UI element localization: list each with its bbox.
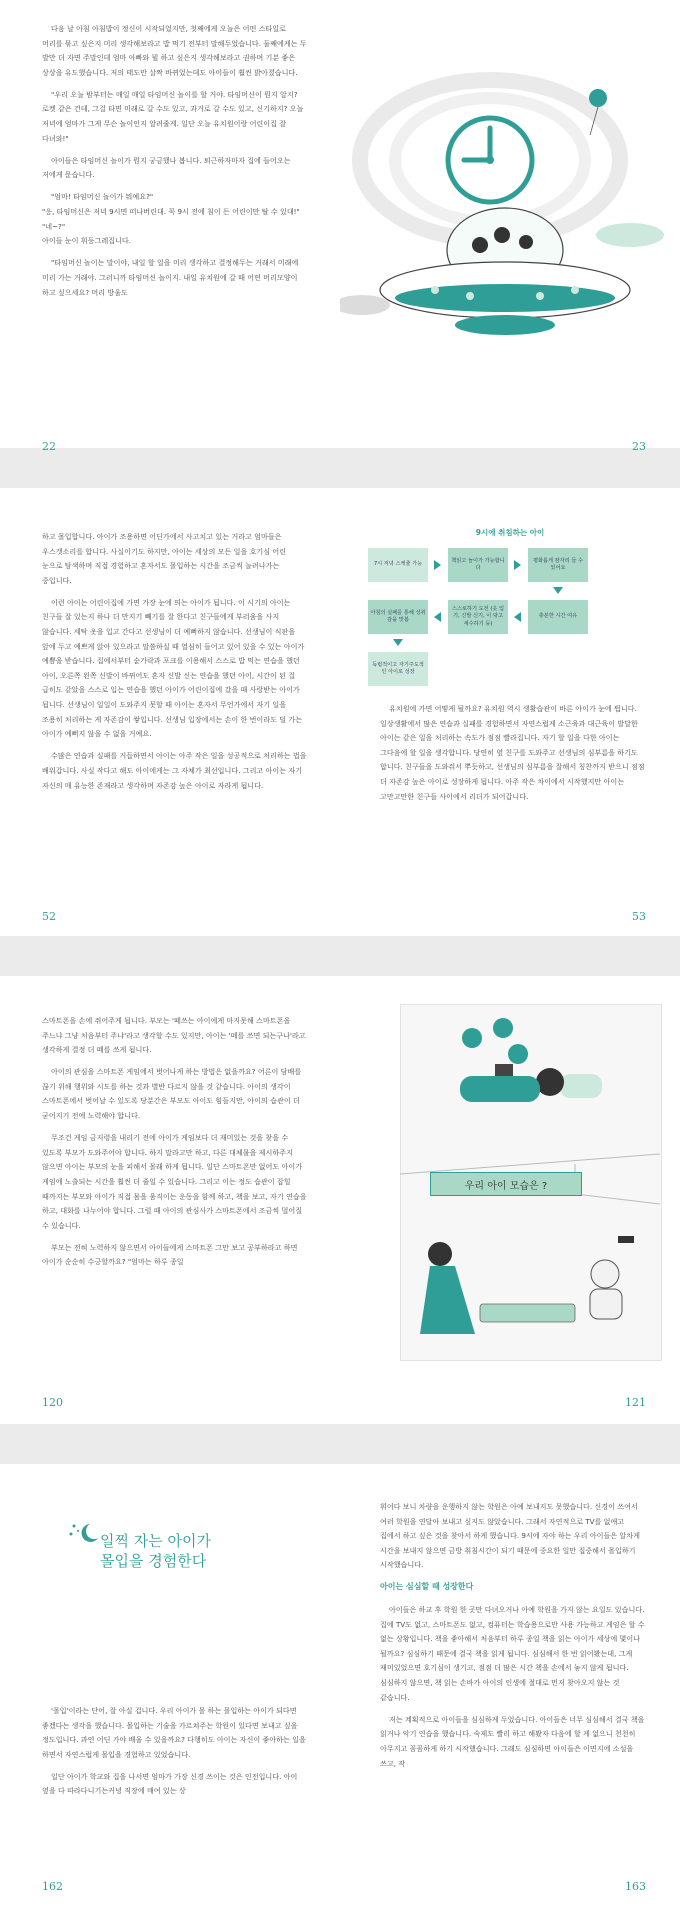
sign-text: 우리 아이 모습은 ? (464, 1180, 548, 1192)
child-icon (519, 235, 533, 249)
arrow-right-icon (434, 560, 441, 570)
body-text (42, 530, 307, 801)
phone-icon (618, 1236, 634, 1243)
spread-4 (0, 1464, 680, 1910)
flow-box: 7시 저녁 스케쥴 가능 (368, 548, 428, 582)
cloud-icon (596, 223, 664, 247)
ufo-base (455, 315, 555, 335)
music-note-icon (462, 1028, 482, 1048)
cloud-icon (340, 295, 390, 315)
page-163 (340, 1464, 680, 1910)
paragraph: "우리 오늘 밤부터는 매일 매일 타임머신 놀이를 할 거야. 타임머신이 뭔지 알지? 로켓 같은 건데, 그걸 타면 미래로 갈 수도 있고, 과거로 갈 수도 있고, 신기하지? 오늘 저녁에 엄마가 그게 무슨 놀이인지 알려줄게. 일단 오늘 유치원이랑 어린이집 잘 다녀와!" (42, 89, 304, 143)
flow-box: 스스로하기 도전 (옷 입기, 신발 신기, 이 닦고 세수하기 등) (448, 600, 508, 634)
flow-box: 책읽고 놀이가 가능합니다 (448, 548, 508, 582)
flow-box: 평화롭게 잠자리 들 수 있어요 (528, 548, 588, 582)
music-note-icon (508, 1044, 528, 1064)
floor-mat (480, 1304, 575, 1322)
page-number: 121 (625, 1396, 646, 1409)
spread-1 (0, 0, 680, 453)
paragraph: 수많은 연습과 실패를 거듭하면서 아이는 아주 작은 일을 성공적으로 처리하는 법을 배워갑니다. 사실 작다고 해도 아이에게는 그 자체가 최선입니다. 그리고 아이는 자기 자신의 매 유능한 존재라고 생각하며 자존감 높은 아이로 자라게 됩니다. (42, 751, 307, 790)
flow-box: 아침의 실패를 통해 성취감을 맛봄 (368, 600, 428, 634)
section-subheading: 아이는 심심할 때 성장한다 (380, 1582, 474, 1592)
body-text (380, 702, 645, 812)
arrow-down-icon (393, 639, 403, 646)
chapter-title (100, 1531, 211, 1571)
page-121 (340, 976, 680, 1424)
paragraph: 다음 날 아침 아침밥이 정신이 시작되었지만, 첫째에게 오늘은 어떤 스타일로 머리를 묶고 싶은지 미리 생각해보라고 밥 먹기 전부터 말해두었습니다. 둘째에게는 두 발만 더 자면 주말인데 엄마 아빠와 뭘 하고 싶은지 생각해보라고 권하며 기분 좋은 상상을 유도했습니다. 저의 태도만 살짝 바뀌었는데도 아이들이 훨씬 밝아졌습니다. (42, 24, 307, 77)
spread-3 (0, 976, 680, 1424)
child-head (536, 1068, 564, 1096)
paragraph: '몰입'이라는 단어, 잘 아실 겁니다. 우리 아이가 몰 하는 몰입하는 아이가 되다면 좋겠다는 생각을 했습니다. 몰입하는 기술을 가르쳐주는 학원이 있다면 보내고 싶을 정도입니다. 과연 어딘 가야 배울 수 있을까요? 다행히도 아이는 자신이 좋아하는 일을 하면서 자연스럽게 몰입을 경험하고 있었습니다. (42, 1706, 306, 1759)
page-number: 22 (42, 440, 56, 453)
music-note-icon (493, 1018, 513, 1038)
paragraph: 저는 계획적으로 아이들을 심심하게 두었습니다. 아이들은 너무 심심해서 결국 책을 읽거나 악기 연습을 했습니다. 숙제도 빨리 하고 해봤자 다음에 할 게 없으니 천천히 아무지고 꼼꼼하게 하기 시작했습니다. 그래도 심심하면 아이들은 이면지에 소설을 쓰고, 작 (380, 1714, 645, 1768)
page-162 (0, 1464, 340, 1910)
baby-body (590, 1289, 622, 1319)
paragraph: 일단 아이가 학교와 집을 나서면 엄마가 가장 신경 쓰이는 것은 인전입니다. 아이 옆을 다 따라다니기는커녕 직장에 매여 있는 상 (42, 1771, 298, 1796)
paragraph: "타임머신 놀이는 말이야, 내일 할 일을 미리 생각하고 결정해두는 거래서 미래에 미리 가는 거래야. 그러니까 타임머신 놀이지. 내일 유치원에 갈 때 어떤 머리모양이 하고 싶으세요? 머리 방울도 (42, 258, 299, 297)
time-machine-illustration (340, 40, 680, 370)
flow-box: 충분한 시간 여유 (528, 600, 588, 634)
paragraph: 아이들은 타임머신 놀이가 뭔지 궁금했나 봅니다. 퇴근하자마자 집에 들어오는 저에게 묻습니다. (42, 155, 291, 180)
body-text (42, 22, 307, 308)
body-text (42, 1014, 307, 1278)
paragraph: 휘어다 보니 차량을 운행하지 않는 학원은 아예 보내지도 못했습니다. 신경이 쓰여서 여러 학원을 연달아 보내고 싶지도 않았습니다. 그래서 자연적으로 TV를 없애고 집에서 하고 싶은 것을 찾아서 하게 했습니다. 9시에 자야 하는 우리 아이들은 알차게 시간을 보내지 않으면 금방 취침시간이 되기 때문에 중요한 일만 집중해서 몰입하기 시작했습니다. (380, 1502, 640, 1570)
mother-body (420, 1266, 475, 1334)
flow-box: 독립적이고 자기주도적인 아이로 성장 (368, 652, 428, 686)
balloon-icon (589, 89, 607, 107)
page-23 (340, 0, 680, 453)
parent-icon (494, 227, 510, 243)
page-120 (0, 976, 340, 1424)
page-53 (340, 488, 680, 936)
page-number: 52 (42, 910, 56, 923)
moon-icon (68, 1522, 102, 1546)
paragraph: "엄마! 타임머신 놀이가 뭐예요?" "응, 타임머신은 저녁 9시면 떠나버린대. 꼭 9시 전에 침이 든 어린이만 탈 수 있대!" "네~?" 아이들 눈이 휘둥그레집니다. (42, 192, 300, 246)
paragraph: 스마트폰을 손에 쥐어주게 됩니다. 부모는 '떼쓰는 아이에게 마지못해 스마트폰을 주느냐 그냥 처음부터 주냐'라고 생각할 수도 있지만, 아이는 '떼를 쓰면 되는구나'라고 생각하게 결정 더 떼를 쓰게 됩니다. (42, 1016, 306, 1055)
paragraph: 이런 아이는 어린이집에 가면 가장 눈에 띄는 아이가 됩니다. 이 시기의 아이는 친구들 잘 있는지 하나 더 만지기 빼기를 잘 한다고 친구들에게 부러움을 사지 않습니다. 세탁 옷을 입고 간다고 선생님이 더 예뻐하지 않습니다. 선생님이 식판을 앞에 두고 예쁘게 앉아 있으라고 말씀하실 때 열심히 들어고 있어 있을 수 있는 아이가 예쁨을 받습니다. 집에서부터 숟가락과 포크를 이용해서 스스로 밥 먹는 연습을 했던 아이, 오른쪽 왼쪽 신발이 바뀌어도 혼자 신발 신는 연습을 했던 아이, 시간이 된 걸 급히도 같았을 스스로 입는 연습을 했던 아이가 어린이집에 갔을 때 사랑받는 아이가 됩니다. 선생님이 일일이 도와주지 못할 때 아이는 혼자서 무언가에서 자기 일을 조용히 처리하는 게 자존감이 쌓입니다. 선생님 입장에서는 손이 한 번이라도 덜 가는 아이가 예뻐지 않을 수 없을 거예요. (42, 597, 305, 739)
body-text (380, 1500, 645, 1779)
paragraph: 아이들은 하교 후 학원 한 곳만 다녀오거나 아예 학원을 가지 않는 요일도 있습니다. 집에 TV도 없고, 스마트폰도 없고, 컴퓨터는 학습용으로만 사용 가능하고 게임은 할 수 없는 상황입니다. 책을 좋아해서 처음부터 하루 종일 책을 읽는 아이가 세상에 몇이나 될까요? 심심하기 때문에 결국 책을 읽게 됩니다. 심심해서 한 번 읽어봤는데, 그게 재미있었으면 호기심이 생기고, 점점 더 많은 시간 책을 손에서 놓지 않게 됩니다. 심심하지 않으면, 책 읽는 손바가 아이의 인생에 절대로 먼저 찾아오지 않는 것 같습니다. (380, 1605, 645, 1702)
page-number: 53 (632, 910, 646, 923)
paragraph: 아이의 관심을 스마트폰 게임에서 벗어나게 하는 방법은 없을까요? 어른이 담배를 끊기 위해 행위와 시도를 하는 것과 별반 다르지 않을 것 같습니다. 아이의 생각이 스마트폰에서 벗어날 수 있도록 당분간은 부모도 아이도 힘들지만, 아이의 습관이 더 굳어지기 전에 노력해야 합니다. (42, 1067, 302, 1121)
child-icon (472, 237, 488, 253)
spread-2 (0, 488, 680, 936)
page-number: 23 (632, 440, 646, 453)
paragraph: 무조건 게임 금지령을 내리기 전에 아이가 게임보다 더 재미있는 것을 찾을 수 있도록 부모가 도와주어야 합니다. 하지 말라고만 하고, 다른 대체물을 제시하주지 않으면 아이는 부모의 눈을 피해서 몰래 하게 됩니다. 일단 스마트폰만 없어도 아이가 게임에 노출되는 시간을 훨씬 더 줄일 수 있습니다. 그리고 이는 정도 습관이 잡힐 때까지는 부모와 아이가 직접 몸을 움직이는 운동을 함께 하고, 책을 보고, 자기 연습을 하고, 대화를 나누어야 합니다. 그럴 때 아이의 관심사가 스마트폰에서 조금씩 멀어질 수 있습니다. (42, 1133, 307, 1230)
chapter-title-line: 몰입을 경험한다 (100, 1552, 207, 1570)
paragraph: 하고 몰입합니다. 아이가 조용하면 어딘가에서 사고치고 있는 거라고 엄마들은 우스갯소리를 합니다. 사실이기도 하지만, 아이는 세상의 모든 일을 호기심 어린 눈으로 탐색하며 직접 경험하고 혼자서도 몰입하는 시간을 조금씩 늘려나가는 중입니다. (42, 532, 287, 585)
page-22 (0, 0, 340, 453)
chapter-title-line: 일찍 자는 아이가 (100, 1532, 211, 1550)
page-number: 162 (42, 1880, 63, 1893)
pillow (560, 1074, 602, 1098)
mother-head (428, 1242, 452, 1266)
arrow-left-icon (514, 612, 521, 622)
flowchart-title: 9시에 취침하는 아이 (475, 528, 545, 537)
page-number: 120 (42, 1396, 63, 1409)
arrow-right-icon (514, 560, 521, 570)
page-number: 163 (625, 1880, 646, 1893)
arrow-left-icon (434, 612, 441, 622)
baby-head (591, 1260, 619, 1288)
sign-banner (430, 1172, 582, 1196)
body-text (42, 1704, 307, 1807)
page-52 (0, 488, 340, 936)
child-body (460, 1076, 540, 1102)
arrow-down-icon (553, 587, 563, 594)
paragraph: 부모는 전혀 노력하지 않으면서 아이들에게 스마트폰 그만 보고 공부하라고 하면 아이가 순순히 수긍할까요? "엄마는 하루 종일 (42, 1242, 298, 1267)
paragraph: 유치원에 가면 어떻게 될까요? 유치원 역시 생활습관이 바른 아이가 눈에 띕니다. 일상생활에서 많은 연습과 실패를 경험하면서 자연스럽게 소근육과 대근육이 발달한 아이는 같은 일을 처리하는 속도가 점점 빨라집니다. 자기 할 일을 다한 아이는 그다음에 할 일을 생각합니다. 당연히 옆 친구를 도와주고 선생님의 심부름을 하기도 합니다. 친구들을 도와줘서 뿌듯하고, 선생님의 심부름을 잘해서 칭찬까지 받으니 점점 더 자존감 높은 아이로 성장하게 됩니다. 아주 작은 차이에서 시작했지만 아이는 고만고만한 친구들 사이에서 리더가 되어갑니다. (380, 704, 645, 801)
tablet-icon (495, 1064, 513, 1076)
